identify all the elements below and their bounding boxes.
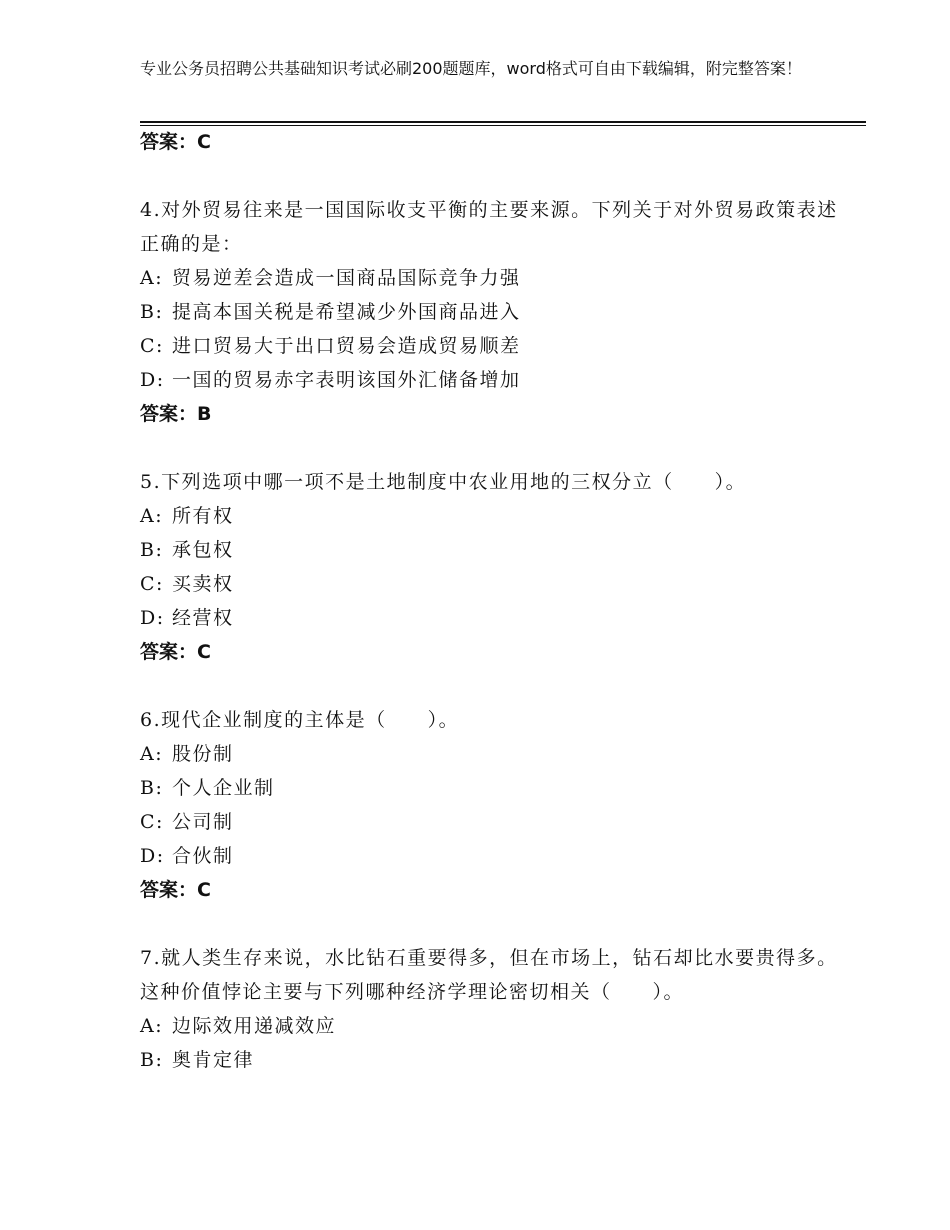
document-header: 专业公务员招聘公共基础知识考试必刷200题题库，word格式可自由下载编辑，附完整答案！ xyxy=(140,59,802,78)
option-letter: A: xyxy=(140,1015,164,1037)
answer-line: 答案：B xyxy=(140,403,212,425)
option-letter: A: xyxy=(140,505,164,527)
question-block xyxy=(140,941,840,1077)
option-text: 买卖权 xyxy=(172,573,234,595)
question-block xyxy=(140,703,840,907)
option-letter: B: xyxy=(140,539,164,561)
option-text: 提高本国关税是希望减少外国商品进入 xyxy=(172,301,521,323)
option-text: 一国的贸易赤字表明该国外汇储备增加 xyxy=(172,369,521,391)
question-stem: 6.现代企业制度的主体是（ ）。 xyxy=(140,709,460,731)
option-c xyxy=(140,567,840,601)
option-a xyxy=(140,1009,840,1043)
option-text: 边际效用递减效应 xyxy=(172,1015,337,1037)
option-c xyxy=(140,329,840,363)
header-divider-thick xyxy=(140,121,866,123)
option-letter: B: xyxy=(140,1049,164,1071)
option-text: 经营权 xyxy=(172,607,234,629)
question-stem: 5.下列选项中哪一项不是土地制度中农业用地的三权分立（ ）。 xyxy=(140,471,747,493)
question-block xyxy=(140,465,840,669)
option-b xyxy=(140,533,840,567)
question-block xyxy=(140,193,840,431)
answer-line: 答案：C xyxy=(140,641,211,663)
option-b xyxy=(140,771,840,805)
option-letter: A: xyxy=(140,743,164,765)
option-letter: C: xyxy=(140,573,164,595)
option-d xyxy=(140,839,840,873)
option-c xyxy=(140,805,840,839)
option-text: 贸易逆差会造成一国商品国际竞争力强 xyxy=(172,267,521,289)
option-d xyxy=(140,601,840,635)
option-d xyxy=(140,363,840,397)
option-letter: C: xyxy=(140,811,164,833)
option-b xyxy=(140,295,840,329)
option-text: 进口贸易大于出口贸易会造成贸易顺差 xyxy=(172,335,521,357)
option-text: 所有权 xyxy=(172,505,234,527)
option-a xyxy=(140,499,840,533)
option-text: 承包权 xyxy=(172,539,234,561)
option-text: 公司制 xyxy=(172,811,234,833)
option-text: 个人企业制 xyxy=(172,777,275,799)
option-letter: D: xyxy=(140,369,165,391)
question-list xyxy=(140,125,840,1077)
option-letter: B: xyxy=(140,777,164,799)
option-text: 奥肯定律 xyxy=(172,1049,255,1071)
option-a xyxy=(140,737,840,771)
option-b xyxy=(140,1043,840,1077)
answer-line: 答案：C xyxy=(140,131,211,153)
answer-line: 答案：C xyxy=(140,879,211,901)
option-letter: C: xyxy=(140,335,164,357)
option-text: 合伙制 xyxy=(172,845,234,867)
option-text: 股份制 xyxy=(172,743,234,765)
option-letter: D: xyxy=(140,845,165,867)
option-letter: A: xyxy=(140,267,164,289)
option-a xyxy=(140,261,840,295)
option-letter: B: xyxy=(140,301,164,323)
option-letter: D: xyxy=(140,607,165,629)
question-stem: 7.就人类生存来说，水比钻石重要得多，但在市场上，钻石却比水要贵得多。这种价值悖论主要与下列哪种经济学理论密切相关（ ）。 xyxy=(140,947,838,1003)
question-stem: 4.对外贸易往来是一国国际收支平衡的主要来源。下列关于对外贸易政策表述正确的是： xyxy=(140,199,838,255)
